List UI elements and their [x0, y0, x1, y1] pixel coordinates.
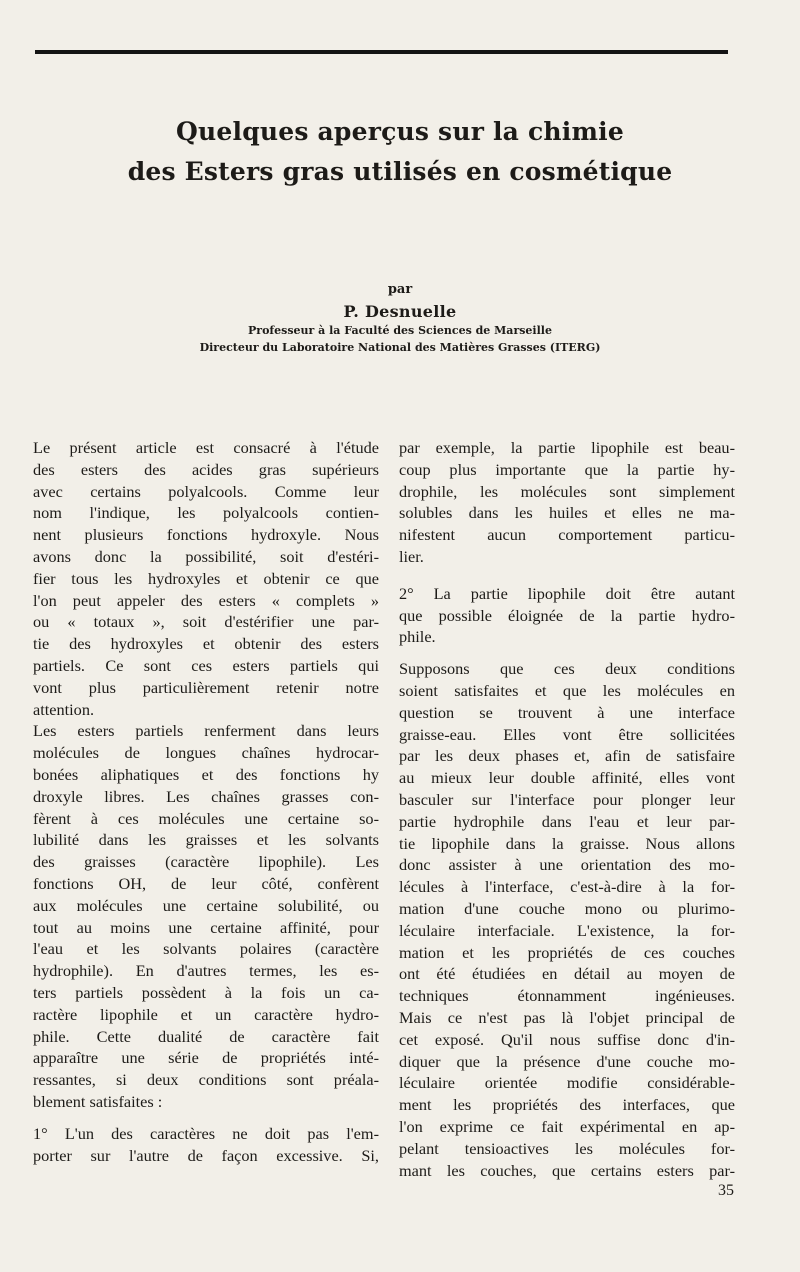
- text-line: mation d'une couche mono ou plurimo-: [399, 898, 735, 918]
- text-line: fonctions OH, de leur côté, confèrent: [33, 873, 379, 893]
- paragraph: [33, 1123, 379, 1167]
- byline: [0, 282, 800, 358]
- text-line: Les esters partiels renferment dans leurs: [33, 721, 379, 741]
- text-line: techniques étonnamment ingénieuses.: [399, 986, 735, 1006]
- article-title: [30, 112, 770, 192]
- text-line: droxyle libres. Les chaînes grasses con-: [33, 786, 379, 806]
- text-line: donc assister à une orientation des mo-: [399, 855, 735, 875]
- paragraph: [399, 583, 735, 648]
- text-line: graisse-eau. Elles vont être sollicitées: [399, 724, 735, 744]
- text-line: nifestent aucun comportement particu-: [399, 525, 735, 545]
- text-line: des esters des acides gras supérieurs: [33, 459, 379, 479]
- title-line-2: des Esters gras utilisés en cosmétique: [127, 157, 673, 186]
- text-line: mation et les propriétés de ces couches: [399, 942, 735, 962]
- text-line: coup plus importante que la partie hy-: [399, 459, 735, 479]
- text-line: léculaire orientée modifie considérable-: [399, 1073, 735, 1093]
- text-line: l'on exprime ce fait expérimental en ap-: [399, 1116, 735, 1136]
- paragraph: [33, 720, 379, 1112]
- text-line: pelant tensioactives les molécules for-: [399, 1138, 735, 1158]
- text-line: fèrent à ces molécules une certaine so-: [33, 808, 379, 828]
- text-line: par exemple, la partie lipophile est beau-: [399, 438, 735, 457]
- text-line: avons donc la possibilité, soit d'estéri-: [33, 546, 379, 566]
- text-line: Supposons que ces deux conditions: [399, 659, 735, 679]
- text-line: lécules à l'interface, c'est-à-dire à la for-: [399, 877, 735, 897]
- author-name: P. Desnuelle: [343, 302, 457, 321]
- text-line: ters partiels possèdent à la fois un ca-: [33, 982, 379, 1002]
- affiliation-1: Professeur à la Faculté des Sciences de Marseille: [248, 324, 552, 337]
- text-line: cet exposé. Qu'il nous suffise donc d'in-: [399, 1029, 735, 1049]
- paragraph: [399, 437, 735, 568]
- page-number: 35: [718, 1182, 734, 1199]
- text-line: basculer sur l'interface pour plonger leur: [399, 789, 735, 809]
- text-line: ont été étudiées en détail au moyen de: [399, 964, 735, 984]
- text-line: vont plus particulièrement retenir notre: [33, 677, 379, 697]
- text-line: partiels. Ce sont ces esters partiels qui: [33, 655, 379, 675]
- text-line: blement satisfaites :: [33, 1091, 163, 1111]
- paragraph: [399, 658, 735, 1181]
- right-column: [399, 437, 735, 1181]
- text-line: Mais ce n'est pas là l'objet principal de: [399, 1007, 735, 1027]
- text-line: soient satisfaites et que les molécules en: [399, 680, 735, 700]
- text-line: nom l'indique, les polyalcools contien-: [33, 503, 379, 523]
- text-line: lier.: [399, 546, 424, 566]
- paragraph: [33, 437, 379, 720]
- text-line: nent plusieurs fonctions hydroxyle. Nous: [33, 525, 379, 545]
- text-line: molécules de longues chaînes hydrocar-: [33, 743, 379, 763]
- text-line: solubles dans les huiles et elles ne ma-: [399, 503, 735, 523]
- text-line: aux molécules une certaine solubilité, ou: [33, 895, 379, 915]
- text-line: attention.: [33, 699, 95, 719]
- text-line: tout au moins une certaine affinité, pour: [33, 917, 379, 937]
- text-line: avec certains polyalcools. Comme leur: [33, 481, 379, 501]
- text-line: lubilité dans les graisses et les solvants: [33, 830, 379, 850]
- text-line: diquer que la présence d'une couche mo-: [399, 1051, 735, 1071]
- text-line: hydrophile). En d'autres termes, les es-: [33, 961, 379, 981]
- text-line: partie hydrophile dans l'eau et leur par-: [399, 811, 735, 831]
- text-line: ressantes, si deux conditions sont préala-: [33, 1070, 379, 1090]
- title-line-1: Quelques aperçus sur la chimie: [176, 117, 624, 146]
- text-line: phile.: [399, 627, 436, 647]
- text-line: ou « totaux », soit d'estérifier une par-: [33, 612, 379, 632]
- text-line: que possible éloignée de la partie hydro-: [399, 605, 735, 625]
- text-line: drophile, les molécules sont simplement: [399, 481, 735, 501]
- text-line: l'on peut appeler des esters « complets »: [33, 590, 379, 610]
- text-line: tie lipophile dans la graisse. Nous allons: [399, 833, 735, 853]
- text-line: mant les couches, que certains esters par-: [399, 1160, 735, 1180]
- text-line: bonées aliphatiques et des fonctions hy: [33, 764, 379, 784]
- text-line: au mieux leur double affinité, elles vont: [399, 768, 735, 788]
- text-line: fier tous les hydroxyles et obtenir ce que: [33, 568, 379, 588]
- text-line: ractère lipophile et un caractère hydro-: [33, 1004, 379, 1024]
- text-line: apparaître une série de propriétés inté-: [33, 1048, 379, 1068]
- left-column: [33, 437, 379, 1166]
- text-line: porter sur l'autre de façon excessive. Si,: [33, 1145, 379, 1165]
- text-line: 2° La partie lipophile doit être autant: [399, 583, 735, 603]
- top-rule: [35, 50, 728, 54]
- text-line: l'eau et les solvants polaires (caractère: [33, 939, 379, 959]
- text-line: Le présent article est consacré à l'étude: [33, 438, 379, 457]
- by-label: par: [387, 282, 413, 297]
- text-line: question se trouvent à une interface: [399, 702, 735, 722]
- text-line: par les deux phases et, afin de satisfaire: [399, 746, 735, 766]
- text-line: léculaire interfaciale. L'existence, la for-: [399, 920, 735, 940]
- text-line: 1° L'un des caractères ne doit pas l'em-: [33, 1123, 379, 1143]
- text-line: des graisses (caractère lipophile). Les: [33, 852, 379, 872]
- text-line: ment les propriétés des interfaces, que: [399, 1095, 735, 1115]
- text-line: tie des hydroxyles et obtenir des esters: [33, 634, 379, 654]
- affiliation-2: Directeur du Laboratoire National des Matières Grasses (ITERG): [199, 341, 601, 354]
- text-line: phile. Cette dualité de caractère fait: [33, 1026, 379, 1046]
